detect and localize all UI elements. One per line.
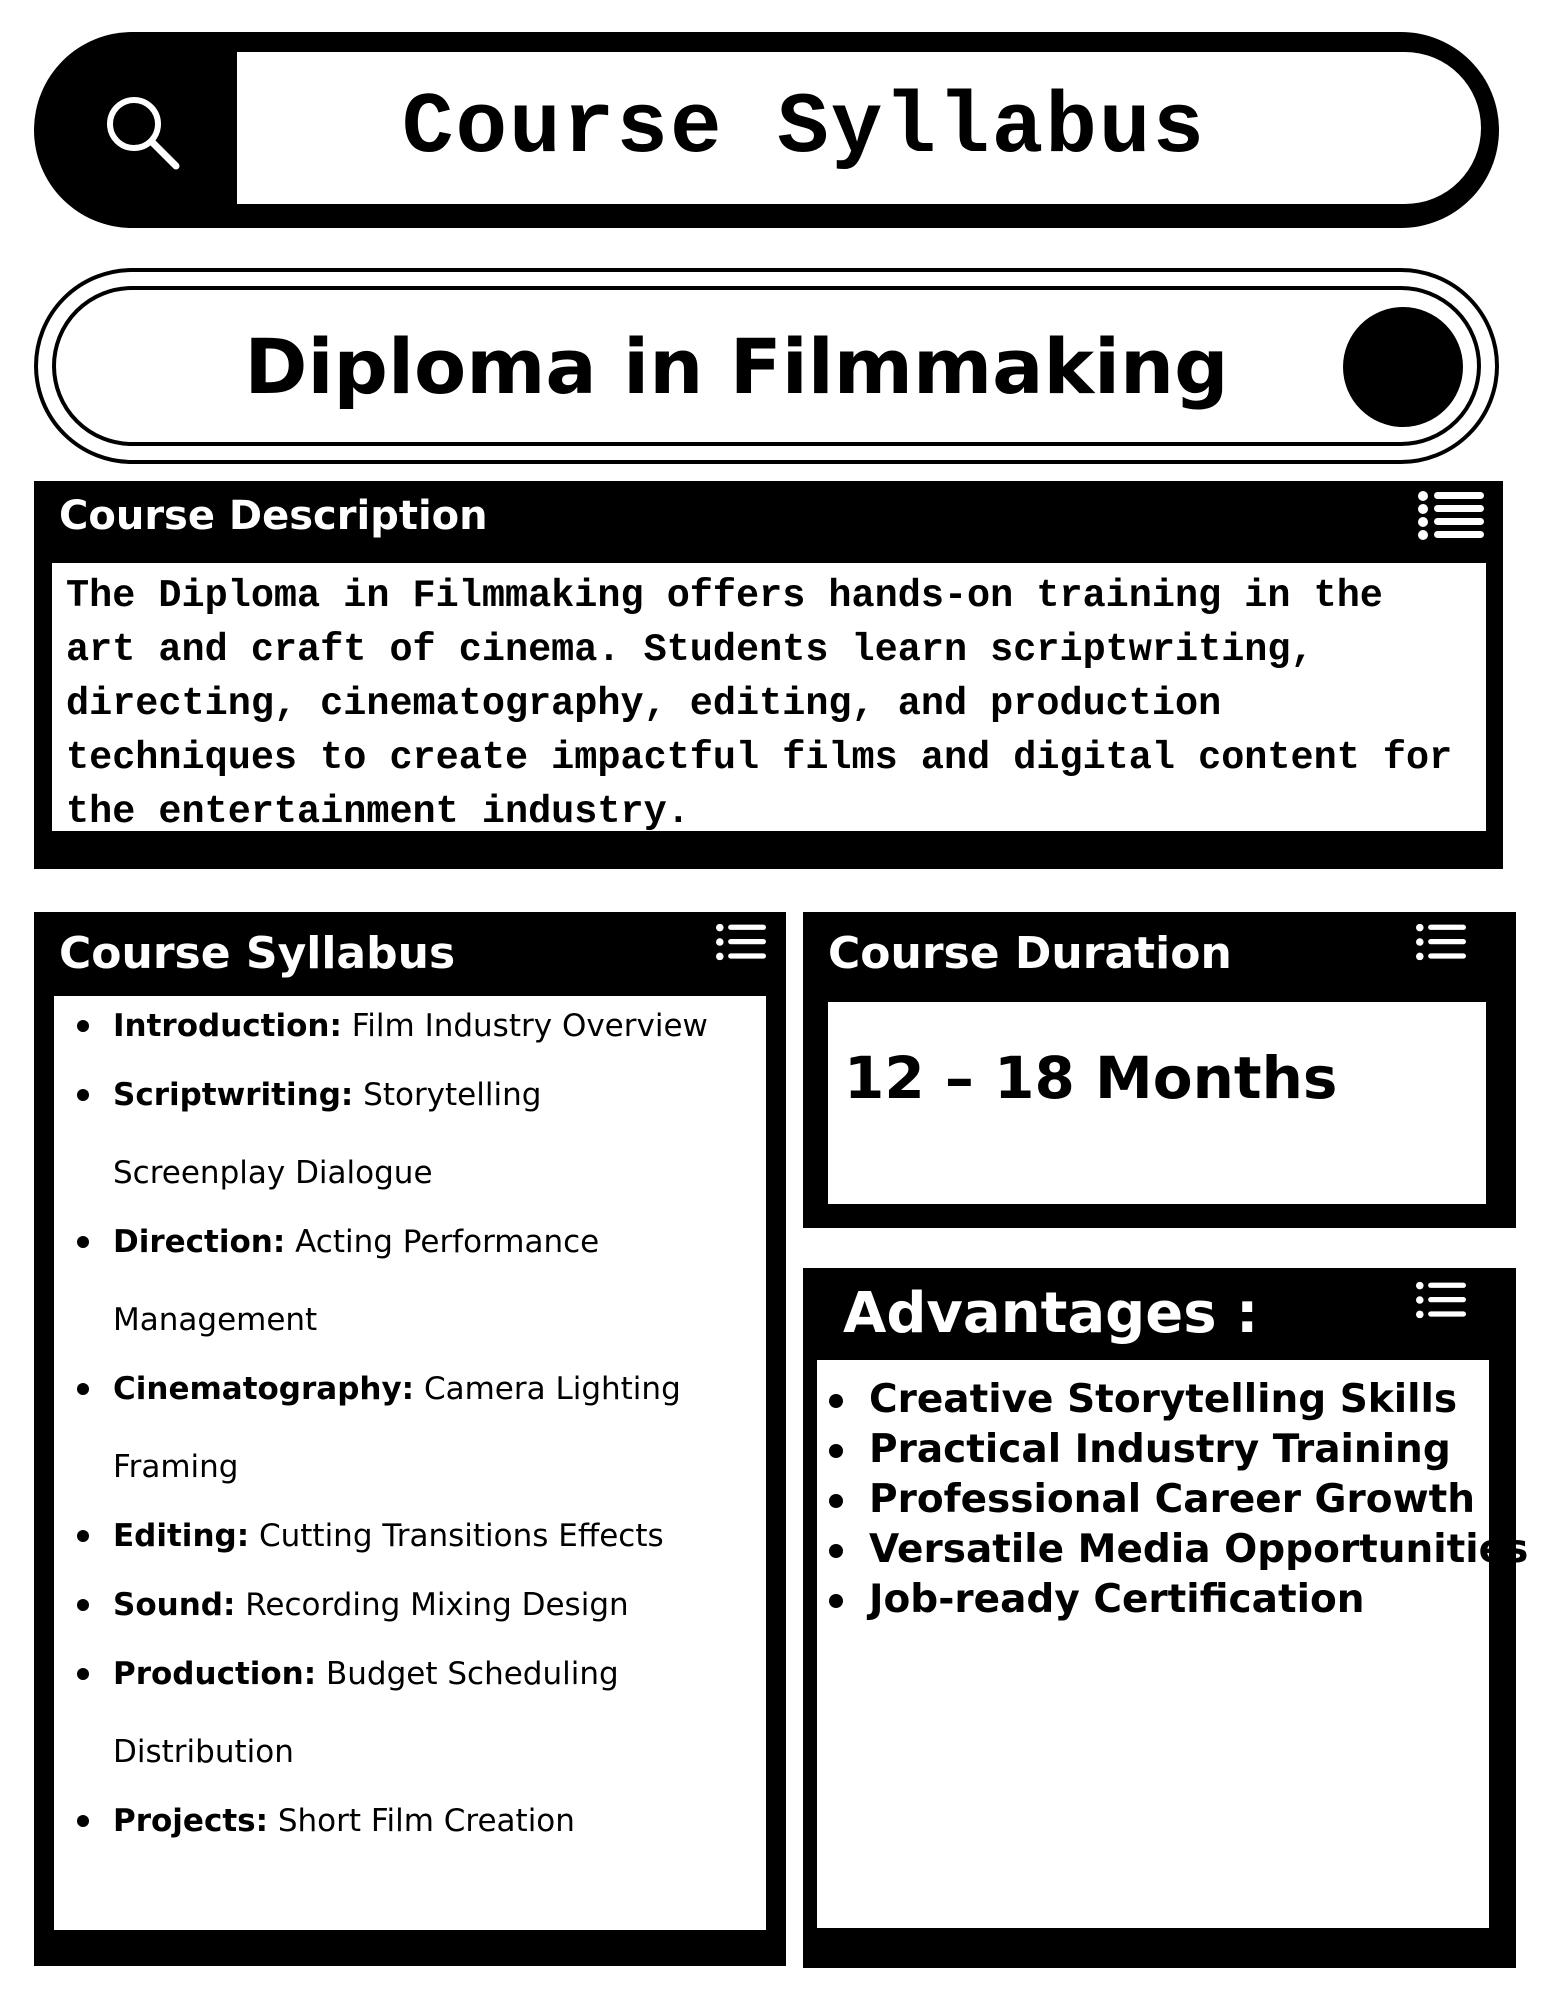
syllabus-item bbox=[54, 1056, 713, 1212]
advantages-title: Advantages : bbox=[843, 1281, 1259, 1346]
syllabus-item bbox=[54, 1350, 713, 1506]
syllabus-item bbox=[54, 987, 713, 1065]
record-dot-icon bbox=[1343, 307, 1463, 427]
advantage-item: Professional Career Growth bbox=[817, 1450, 1528, 1550]
syllabus-item bbox=[54, 1782, 713, 1860]
syllabus-item bbox=[54, 1497, 713, 1575]
header-title-box bbox=[237, 52, 1481, 204]
syllabus-title: Course Syllabus bbox=[59, 928, 456, 979]
syllabus-item-text: Acting Performance Management bbox=[113, 1224, 600, 1338]
syllabus-item-label: Production: bbox=[113, 1656, 317, 1692]
program-pill bbox=[52, 286, 1481, 446]
syllabus-item-label: Introduction: bbox=[113, 1008, 342, 1044]
syllabus-item-label: Sound: bbox=[113, 1587, 236, 1623]
syllabus-item-label: Editing: bbox=[113, 1518, 250, 1554]
syllabus-item-label: Cinematography: bbox=[113, 1371, 415, 1407]
syllabus-item-text: Budget Scheduling Distribution bbox=[113, 1656, 619, 1770]
syllabus-body bbox=[54, 996, 766, 1930]
syllabus-list bbox=[54, 996, 713, 1860]
syllabus-item bbox=[54, 1635, 713, 1791]
program-title: Diploma in Filmmaking bbox=[244, 321, 1229, 411]
duration-title: Course Duration bbox=[828, 928, 1232, 979]
description-text: The Diploma in Filmmaking offers hands-on training in the art and craft of cinema. Students learn scriptwriting, directing, cinematography, editing, and production techniques to create impactful films and digital content for the entertainment industry. bbox=[66, 574, 1453, 834]
header-title: Course Syllabus bbox=[401, 79, 1207, 177]
advantage-item: Practical Industry Training bbox=[817, 1400, 1528, 1500]
syllabus-item-label: Scriptwriting: bbox=[113, 1077, 354, 1113]
list-menu-icon[interactable] bbox=[1416, 1280, 1466, 1320]
advantages-body bbox=[817, 1360, 1529, 1928]
syllabus-item-label: Projects: bbox=[113, 1803, 268, 1839]
syllabus-item bbox=[54, 1566, 713, 1644]
search-icon[interactable] bbox=[102, 92, 182, 172]
syllabus-item-text: Camera Lighting Framing bbox=[113, 1371, 681, 1485]
syllabus-item-text: Storytelling Screenplay Dialogue bbox=[113, 1077, 542, 1191]
list-menu-icon[interactable] bbox=[1418, 490, 1484, 542]
description-body bbox=[52, 563, 1486, 834]
advantages-list bbox=[817, 1378, 1528, 1650]
duration-value: 12 – 18 Months bbox=[844, 1044, 1338, 1112]
syllabus-item bbox=[54, 1203, 713, 1359]
syllabus-item-text: Short Film Creation bbox=[277, 1803, 575, 1839]
syllabus-item-text: Recording Mixing Design bbox=[245, 1587, 629, 1623]
syllabus-item-label: Direction: bbox=[113, 1224, 286, 1260]
advantage-item: Versatile Media Opportunities bbox=[817, 1500, 1528, 1600]
syllabus-item-text: Cutting Transitions Effects bbox=[258, 1518, 664, 1554]
syllabus-item-text: Film Industry Overview bbox=[351, 1008, 708, 1044]
duration-body bbox=[828, 1002, 1486, 1204]
list-menu-icon[interactable] bbox=[1416, 922, 1466, 962]
description-title: Course Description bbox=[59, 493, 488, 539]
list-menu-icon[interactable] bbox=[716, 922, 766, 962]
advantage-item: Job-ready Certification bbox=[817, 1550, 1528, 1650]
advantage-item: Creative Storytelling Skills bbox=[817, 1350, 1528, 1450]
